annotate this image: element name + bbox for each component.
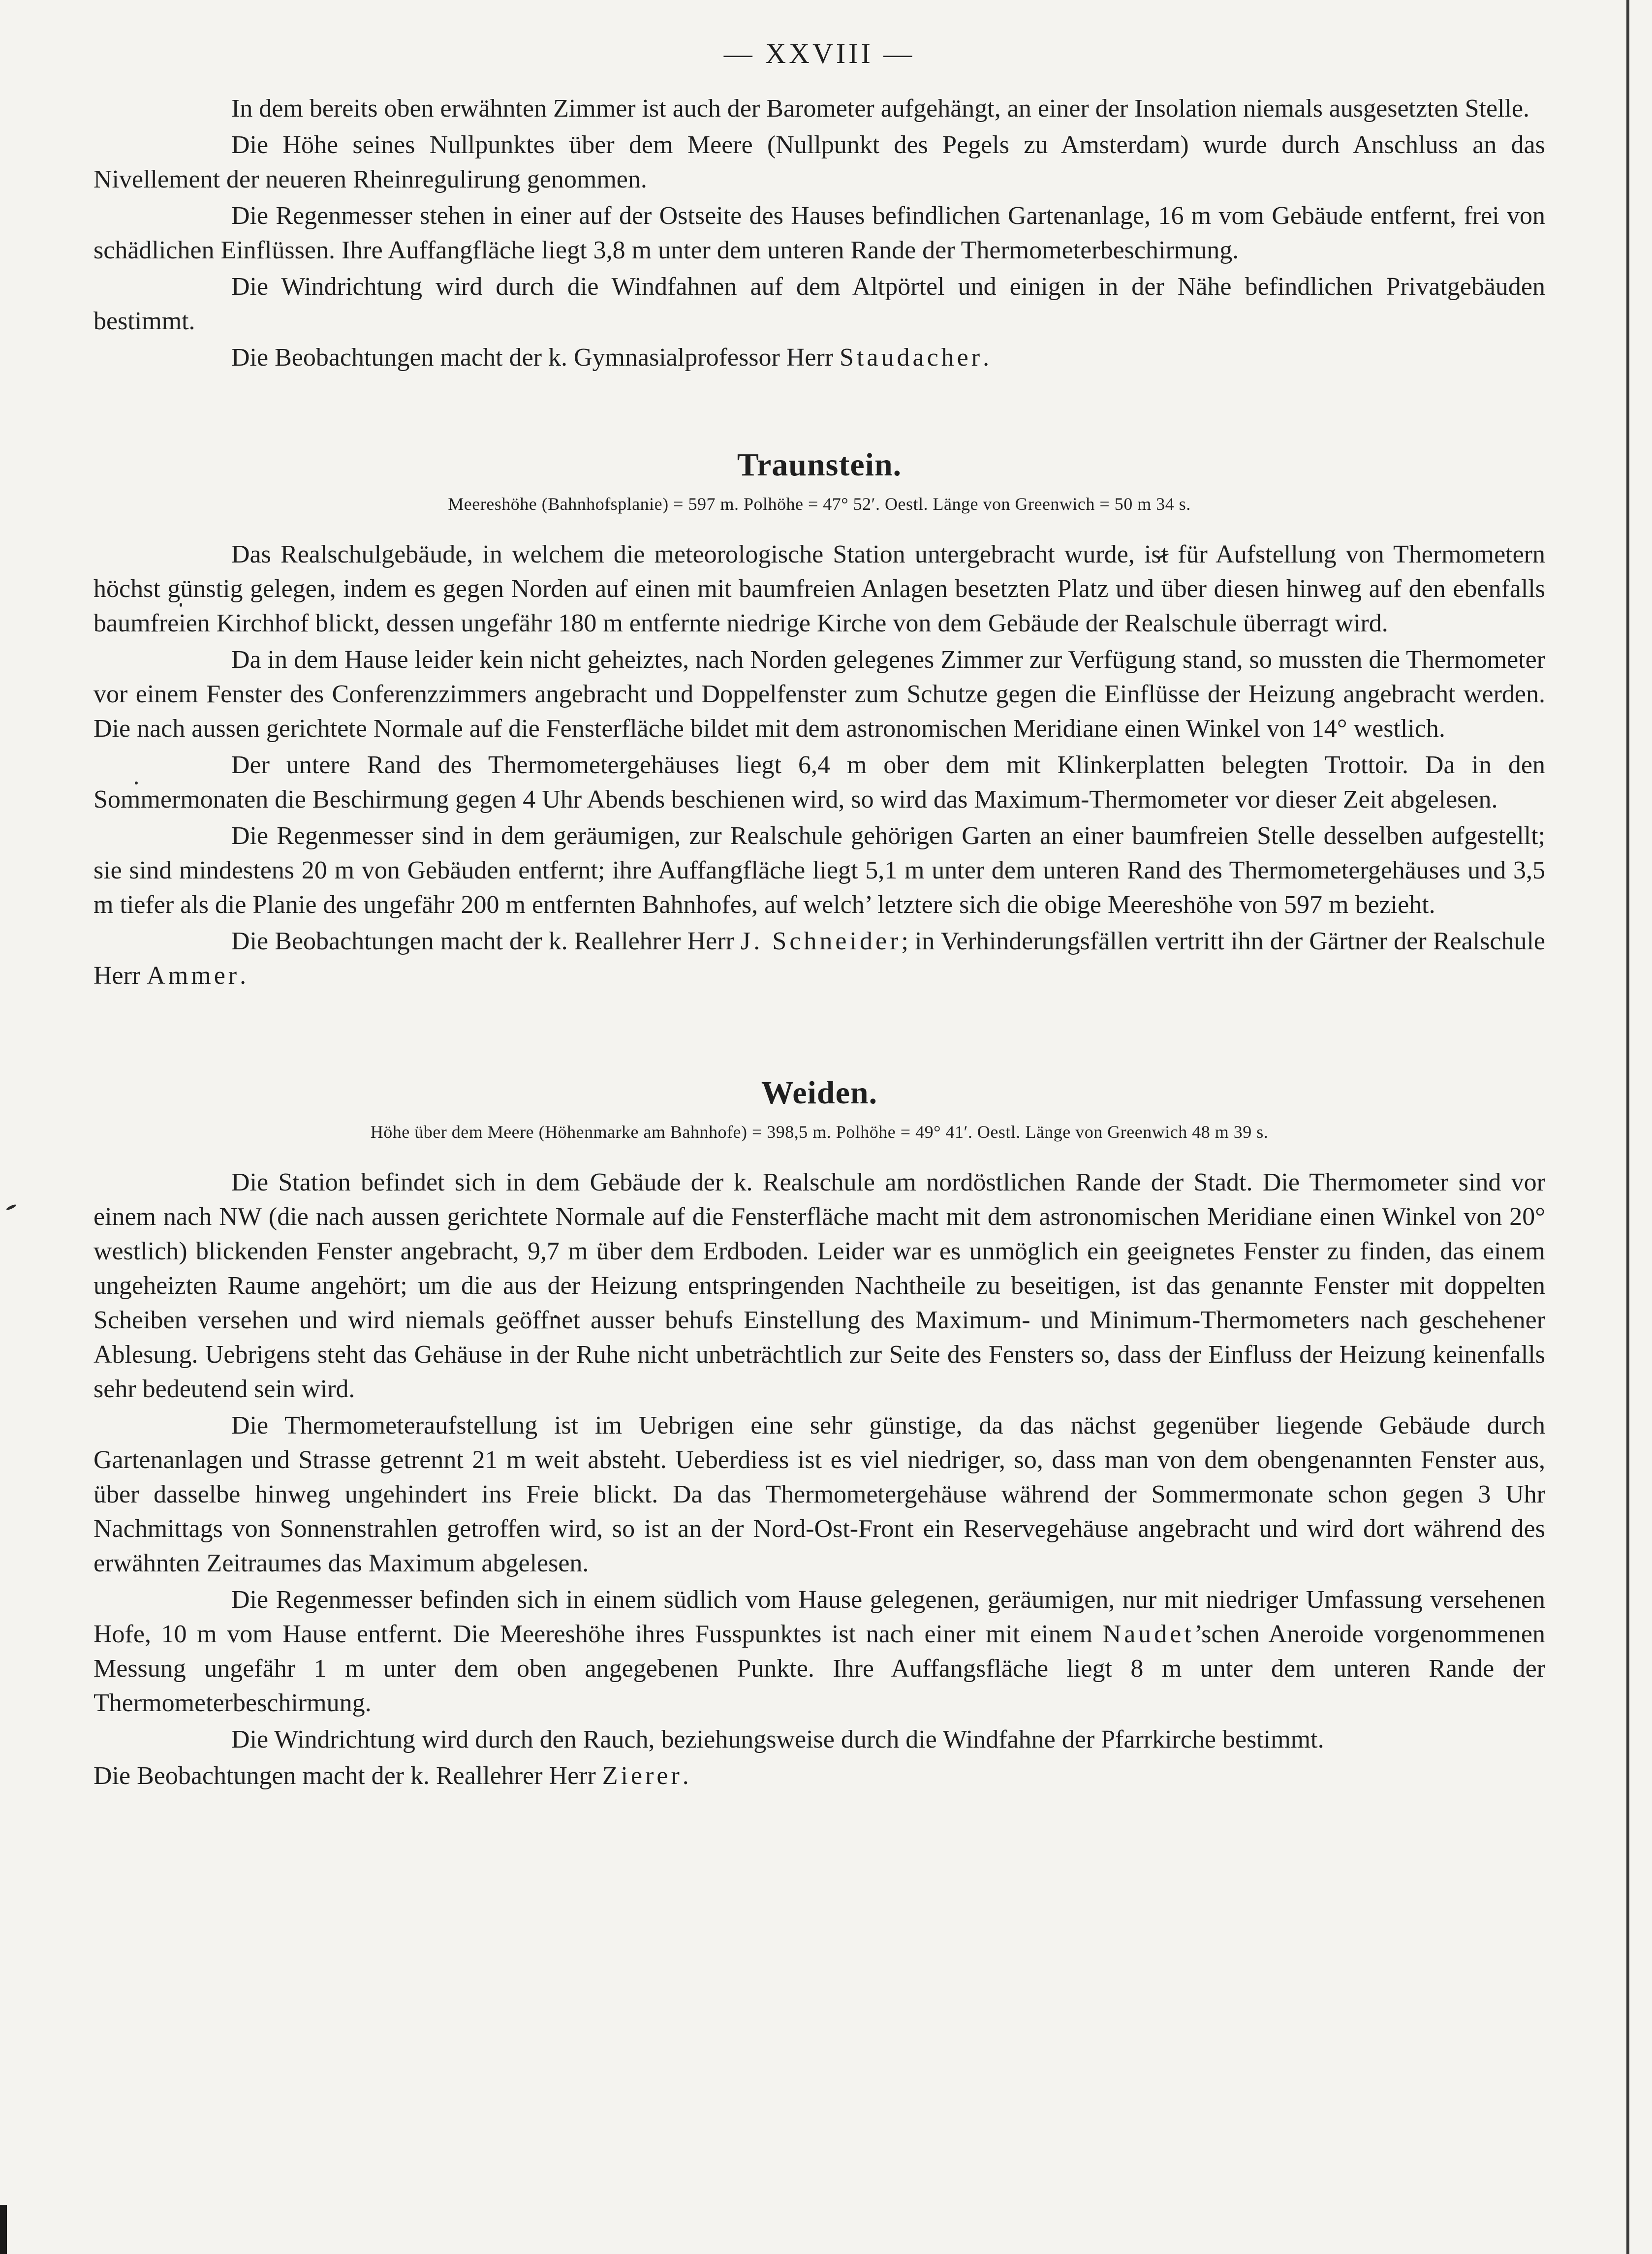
observer-text: Die Beobachtungen macht der k. Gymnasialprofessor Herr <box>231 344 840 372</box>
paragraph <box>94 1583 1545 1721</box>
station-metadata: Meereshöhe (Bahnhofsplanie) = 597 m. Polhöhe = 47° 52′. Oestl. Länge von Greenwich = 50 m 34 s. <box>448 494 1191 514</box>
section-title: Traunstein. <box>737 447 902 483</box>
observer-text: Die Beobachtungen macht der k. Reallehrer Herr <box>94 1762 602 1790</box>
observer-paragraph <box>94 341 1545 375</box>
paragraph: Die Regenmesser sind in dem geräumigen, zur Realschule gehörigen Garten an einer baumfreien Stelle desselben aufgestellt; sie sind mindestens 20 m von Gebäuden entfernt; ihre Auffangfläche liegt 5,1 m unter dem unteren Rand des Thermometergehäuses und 3,5 m tiefer als die Planie des ungefähr 200 m entfernten Bahnhofes, auf welch’ letztere sich die obige Meereshöhe von 597 m bezieht. <box>94 822 1545 919</box>
station-metadata: Höhe über dem Meere (Höhenmarke am Bahnhofe) = 398,5 m. Polhöhe = 49° 41′. Oestl. Länge von Greenwich 48 m 39 s. <box>370 1122 1269 1142</box>
observer-text: Die Beobachtungen macht der k. Reallehrer Herr <box>231 927 741 955</box>
observer-text: . <box>983 344 990 372</box>
observer-name: Zierer <box>602 1762 683 1790</box>
observer-name: Staudacher <box>840 344 983 372</box>
instrument-maker-name: Naudet <box>1102 1620 1194 1648</box>
observer-name: J. Schneider <box>741 927 902 955</box>
observer-paragraph <box>94 924 1545 993</box>
section-traunstein <box>94 449 1545 993</box>
section-intro <box>94 92 1545 375</box>
paragraph: Die Thermometeraufstellung ist im Uebrigen eine sehr günstige, da das nächst gegenüber liegende Gebäude durch Gartenanlagen und Strasse getrennt 21 m weit absteht. Ueberdiess ist es viel niedriger, so, dass man von dem obengenannten Fenster aus, über dasselbe hinweg ungehindert ins Freie blickt. Da das Thermometergehäuse während der Sommermonate schon gegen 3 Uhr Nachmittags von Sonnenstrahlen getroffen wird, so ist an der Nord-Ost-Front ein Reservegehäuse angebracht und wird dort während des erwähnten Zeitraumes das Maximum abgelesen. <box>94 1411 1545 1577</box>
observer-text: ; in Verhinderungsfällen vertritt ihn der Gärtner der Realschule Herr <box>94 927 1545 990</box>
paragraph: Die Station befindet sich in dem Gebäude der k. Realschule am nordöstlichen Rande der Stadt. Die Thermometer sind vor einem nach NW (die nach aussen gerichtete Normale auf die Fensterfläche macht mit dem astronomischen Meridiane einen Winkel von 20° westlich) blickenden Fenster angebracht, 9,7 m über dem Erdboden. Leider war es unmöglich ein geeignetes Fenster zu finden, das einem ungeheizten Raume angehört; um die aus der Heizung entspringenden Nachtheile zu beseitigen, ist das genannte Fenster mit doppelten Scheiben versehen und wird niemals geöffnet ausser behufs Einstellung des Maximum- und Minimum-Thermometers nach geschehener Ablesung. Uebrigens steht das Gehäuse in der Ruhe nicht unbeträchtlich zur Seite des Fensters so, dass der Einfluss der Heizung keinenfalls sehr bedeutend sein wird. <box>94 1168 1545 1403</box>
paragraph-text: Die Regenmesser befinden sich in einem südlich vom Hause gelegenen, geräumigen, nur mit niedriger Umfassung versehenen Hofe, 10 m vom Hause entfernt. Die Meereshöhe ihres Fusspunktes ist nach einer mit einem <box>94 1586 1545 1648</box>
paragraph: Da in dem Hause leider kein nicht geheiztes, nach Norden gelegenes Zimmer zur Verfügung stand, so mussten die Thermometer vor einem Fenster des Conferenzzimmers angebracht und Doppelfenster zum Schutze gegen die Einflüsse der Heizung angebracht werden. Die nach aussen gerichtete Normale auf die Fensterfläche bildet mit dem astronomischen Meridiane einen Winkel von 14° westlich. <box>94 646 1545 743</box>
scan-speck <box>6 1204 17 1211</box>
paragraph: Die Windrichtung wird durch die Windfahnen auf dem Altpörtel und einigen in der Nähe befindlichen Privatgebäuden bestimmt. <box>94 273 1545 335</box>
observer-text: . <box>682 1762 689 1790</box>
section-title: Weiden. <box>761 1075 878 1111</box>
paragraph: Das Realschulgebäude, in welchem die meteorologische Station untergebracht wurde, ist für Aufstellung von Thermometern höchst günstig gelegen, indem es gegen Norden auf einen mit baumfreien Anlagen besetzten Platz und über diesen hinweg auf den ebenfalls baumfreien Kirchhof blickt, dessen ungefähr 180 m entfernte niedrige Kirche von dem Gebäude der Realschule überragt wird. <box>94 540 1545 637</box>
scan-corner-mark <box>0 2205 7 2254</box>
paragraph: Die Höhe seines Nullpunktes über dem Meere (Nullpunkt des Pegels zu Amsterdam) wurde durch Anschluss an das Nivellement der neueren Rheinregulirung genommen. <box>94 131 1545 193</box>
paragraph: Der untere Rand des Thermometergehäuses liegt 6,4 m ober dem mit Klinkerplatten belegten Trottoir. Da in den Sommermonaten die Beschirmung gegen 4 Uhr Abends beschienen wird, so wird das Maximum-Thermometer vor dieser Zeit abgelesen. <box>94 751 1545 814</box>
paragraph-text: ’schen Aneroide vorgenommenen Messung ungefähr 1 m unter dem oben angegebenen Punkte. Ihre Auffangsfläche liegt 8 m unter dem unteren Rande der Thermometerbeschirmung. <box>94 1620 1545 1717</box>
page-number: — XXVIII — <box>723 37 915 69</box>
scan-edge <box>1626 0 1629 2254</box>
section-weiden <box>94 1077 1545 1793</box>
observer-paragraph <box>94 1759 1545 1793</box>
paragraph: Die Regenmesser stehen in einer auf der Ostseite des Hauses befindlichen Gartenanlage, 16 m vom Gebäude entfernt, frei von schädlichen Einflüssen. Ihre Auffangfläche liegt 3,8 m unter dem unteren Rande der Thermometerbeschirmung. <box>94 202 1545 264</box>
assistant-name: Ammer <box>147 962 240 990</box>
observer-text: . <box>240 962 247 990</box>
document-page <box>94 39 1545 2205</box>
paragraph: In dem bereits oben erwähnten Zimmer ist auch der Barometer aufgehängt, an einer der Insolation niemals ausgesetzten Stelle. <box>231 94 1530 123</box>
paragraph: Die Windrichtung wird durch den Rauch, beziehungsweise durch die Windfahne der Pfarrkirche bestimmt. <box>231 1725 1324 1753</box>
